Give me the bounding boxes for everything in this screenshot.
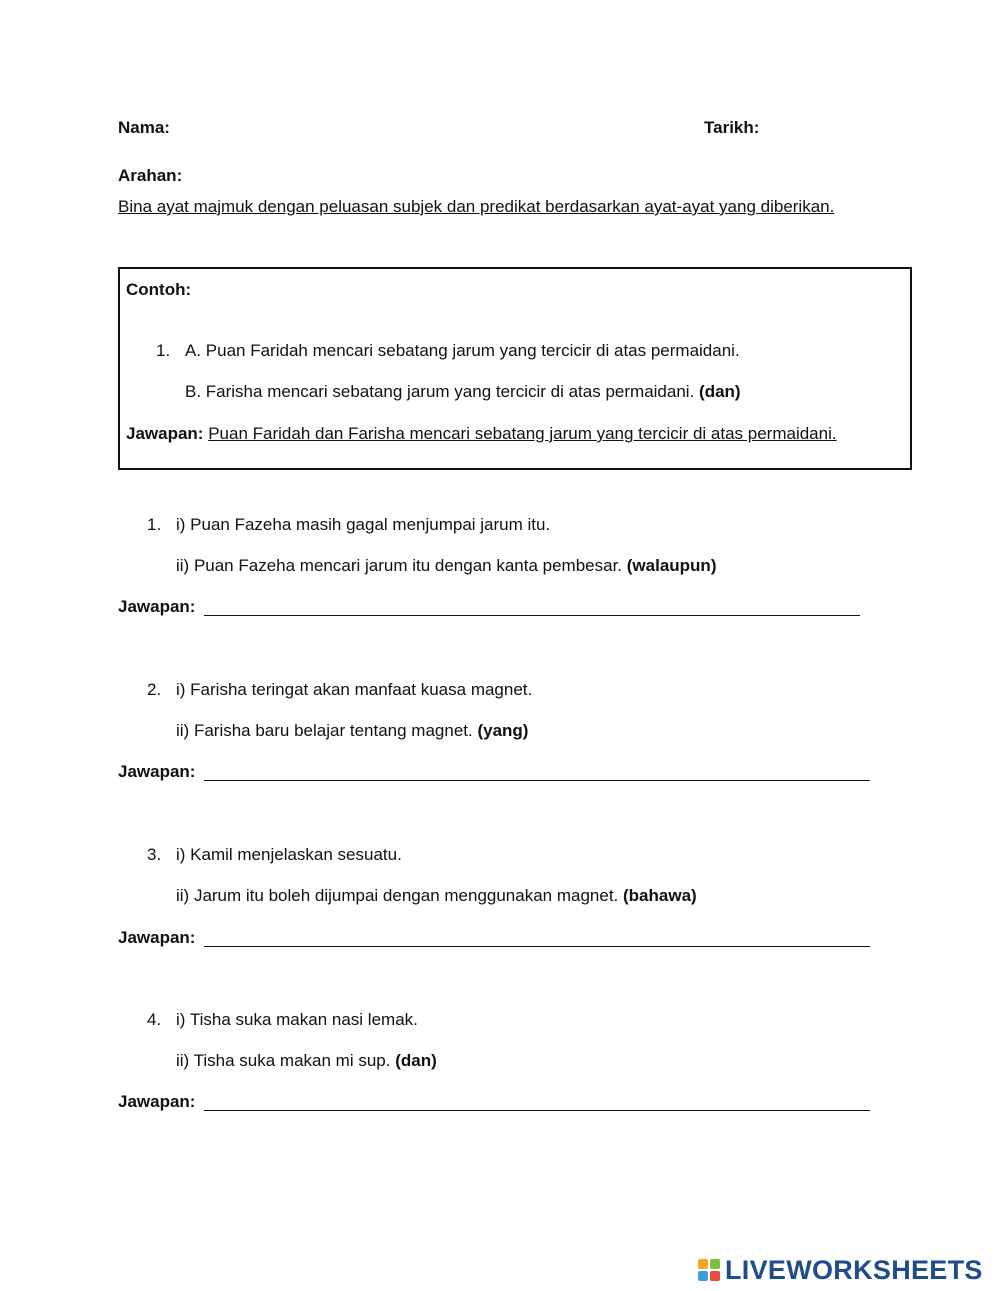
- logo-block-icon: [698, 1259, 708, 1269]
- question-4-connector: (dan): [395, 1051, 437, 1070]
- logo-block-icon: [710, 1271, 720, 1281]
- question-4-answer-line[interactable]: [204, 1110, 870, 1111]
- question-4-line1: i) Tisha suka makan nasi lemak.: [176, 1010, 418, 1029]
- liveworksheets-logo-icon: [698, 1259, 720, 1281]
- question-4-answer-label: Jawapan:: [118, 1092, 196, 1111]
- instructions-label: Arahan:: [118, 166, 183, 185]
- question-1-connector: (walaupun): [626, 556, 717, 575]
- question-3-line2-row: [176, 886, 697, 906]
- question-3-line2: ii) Jarum itu boleh dijumpai dengan menggunakan magnet.: [176, 886, 619, 905]
- question-4-line2-row: [176, 1051, 437, 1071]
- question-2-line2: ii) Farisha baru belajar tentang magnet.: [176, 721, 473, 740]
- question-3-connector: (bahawa): [623, 886, 697, 905]
- example-answer-label: Jawapan:: [126, 424, 204, 443]
- liveworksheets-brand: [698, 1255, 983, 1285]
- date-label: Tarikh:: [704, 118, 760, 137]
- question-2-line1: i) Farisha teringat akan manfaat kuasa magnet.: [176, 680, 533, 699]
- example-answer-row: [126, 424, 837, 444]
- question-3-line1: i) Kamil menjelaskan sesuatu.: [176, 845, 402, 864]
- question-3-number: 3.: [147, 845, 162, 864]
- question-2-connector: (yang): [477, 721, 529, 740]
- logo-block-icon: [710, 1259, 720, 1269]
- instructions-text: Bina ayat majmuk dengan peluasan subjek dan predikat berdasarkan ayat-ayat yang diberikan.: [118, 197, 835, 216]
- example-sentence-b-row: [185, 382, 741, 402]
- question-2-answer-line[interactable]: [204, 780, 870, 781]
- example-answer-text: Puan Faridah dan Farisha mencari sebatang jarum yang tercicir di atas permaidani.: [208, 424, 837, 443]
- question-2-answer-label: Jawapan:: [118, 762, 196, 781]
- example-sentence-b: B. Farisha mencari sebatang jarum yang tercicir di atas permaidani.: [185, 382, 695, 401]
- question-2-number: 2.: [147, 680, 162, 699]
- example-title: Contoh:: [126, 280, 192, 299]
- question-4-number: 4.: [147, 1010, 162, 1029]
- question-2-line2-row: [176, 721, 528, 741]
- logo-block-icon: [698, 1271, 708, 1281]
- question-3-answer-line[interactable]: [204, 946, 870, 947]
- question-1-line2-row: [176, 556, 716, 576]
- question-1-answer-line[interactable]: [204, 615, 860, 616]
- question-1-line1: i) Puan Fazeha masih gagal menjumpai jarum itu.: [176, 515, 551, 534]
- example-number: 1.: [156, 341, 171, 360]
- example-connector: (dan): [699, 382, 741, 401]
- question-3-answer-label: Jawapan:: [118, 928, 196, 947]
- question-1-line2: ii) Puan Fazeha mencari jarum itu dengan kanta pembesar.: [176, 556, 623, 575]
- name-label: Nama:: [118, 118, 170, 137]
- question-1-number: 1.: [147, 515, 162, 534]
- example-sentence-a: A. Puan Faridah mencari sebatang jarum yang tercicir di atas permaidani.: [185, 341, 740, 360]
- question-1-answer-label: Jawapan:: [118, 597, 196, 616]
- question-4-line2: ii) Tisha suka makan mi sup.: [176, 1051, 391, 1070]
- liveworksheets-wordmark: LIVEWORKSHEETS: [725, 1254, 983, 1285]
